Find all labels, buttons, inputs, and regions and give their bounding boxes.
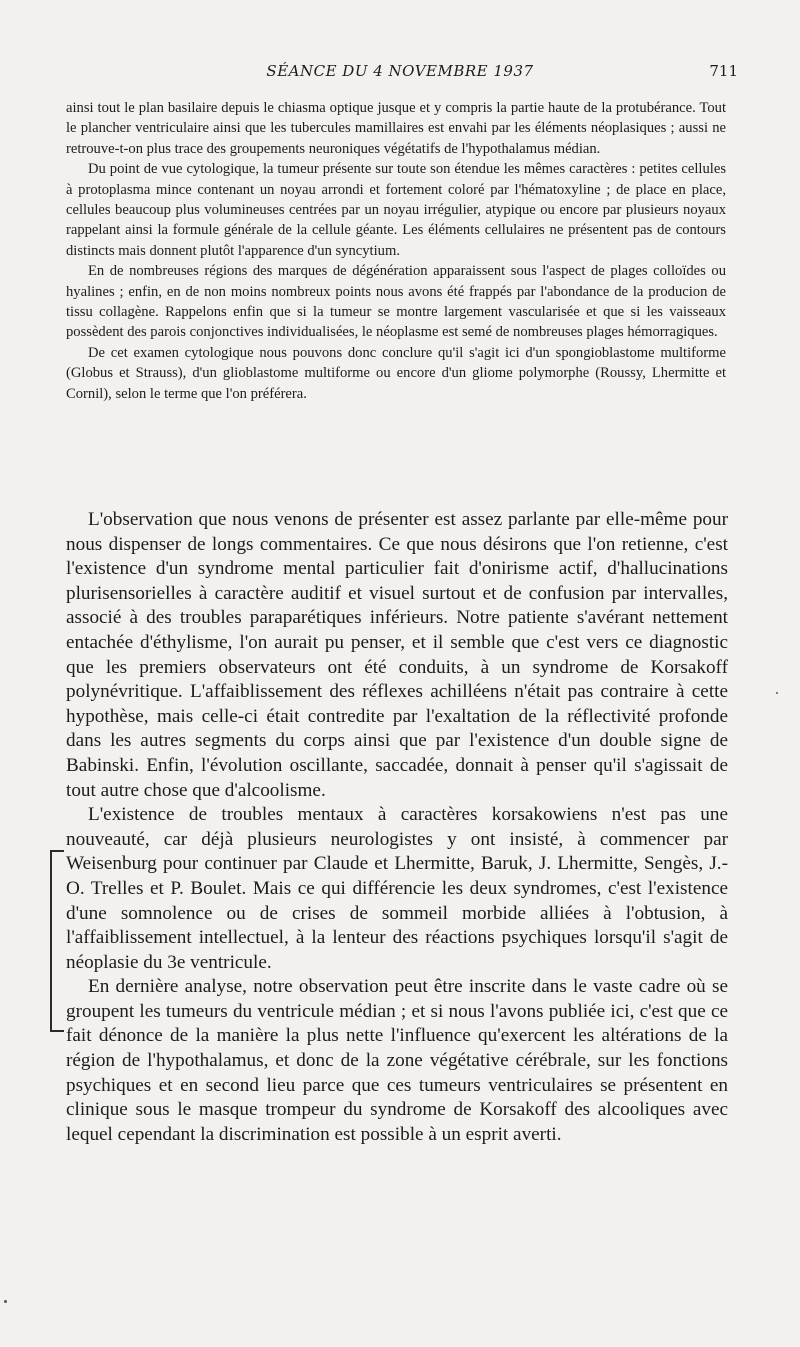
paragraph-conclusion-cytology: De cet examen cytologique nous pouvons donc conclure qu'il s'agit ici d'un spongioblastome multiforme (Globus et Strauss), d'un glioblastome multiforme ou encore d'un gliome polymorphe (Roussy, Lhermitte et Cornil), selon le terme que l'on préférera. xyxy=(66,344,726,402)
running-title: SÉANCE DU 4 NOVEMBRE 1937 xyxy=(266,62,534,80)
discussion-section xyxy=(66,508,728,1147)
scan-speck xyxy=(4,1300,7,1303)
page-number: 711 xyxy=(709,62,738,80)
paragraph-continuation: ainsi tout le plan basilaire depuis le chiasma optique jusque et y compris la partie haute de la protubérance. Tout le plancher ventriculaire ainsi que les tubercules mamillaires est envahi par les éléments néoplasiques ; aussi ne retrouve-t-on plus trace des groupements neuroniques végétatifs de l'hypothalamus médian. xyxy=(66,100,726,157)
small-print-section xyxy=(66,98,726,404)
scan-speck xyxy=(776,692,778,694)
paragraph-cytology: Du point de vue cytologique, la tumeur présente sur toute son étendue les mêmes caractères : petites cellules à protoplasma mince contenant un noyau arrondi et fortement coloré par l'hématoxyline ; de place en place, cellules beaucoup plus volumineuses centrées par un noyau irrégulier, atypique ou encore par plusieurs noyaux rappelant ainsi la formule générale de la cellule géante. Les éléments cellulaires ne présentent pas de contours distincts mais donnent plutôt l'apparence d'un syncytium. xyxy=(66,161,726,259)
paragraph-degeneration: En de nombreuses régions des marques de dégénération apparaissent sous l'aspect de plages colloïdes ou hyalines ; enfin, en de non moins nombreux points nous avons été frappés par l'abondance de la producion de tissu collagène. Rappelons enfin que si la tumeur se montre largement vascularisée et que si les vaisseaux possèdent des parois conjonctives individualisées, le néoplasme est semé de nombreuses plages hémorragiques. xyxy=(66,263,726,341)
paragraph-observation: L'observation que nous venons de présenter est assez parlante par elle-même pour nous dispenser de longs commentaires. Ce que nous désirons que l'on retienne, c'est l'existence d'un syndrome mental particulier fait d'onirisme actif, d'hallucinations plurisensorielles à caractère auditif et visuel surtout et de confusion par intervalles, associé à des troubles paraparétiques inférieurs. Notre patiente s'avérant nettement entachée d'éthylisme, l'on aurait pu penser, et il semble que c'est vers ce diagnostic que les premiers observateurs ont été conduits, à un syndrome de Korsakoff polynévritique. L'affaiblissement des réflexes achilléens n'était pas contraire à cette hypothèse, mais celle-ci était contredite par l'exaltation de la réflectivité profonde dans les autres segments du corps ainsi que par l'existence d'un double signe de Babinski. Enfin, l'évolution oscillante, saccadée, donnait à penser qu'il s'agissait de tout autre chose que d'alcoolisme. xyxy=(66,509,728,801)
paragraph-final-analysis: En dernière analyse, notre observation peut être inscrite dans le vaste cadre où se groupent les tumeurs du ventricule médian ; et si nous l'avons publiée ici, c'est que ce fait dénonce de la manière la plus nette l'influence qu'exercent les altérations de la région de l'hypothalamus, et donc de la zone végétative cérébrale, sur les fonctions psychiques et en second lieu parce que ces tumeurs ventriculaires se présentent en clinique sous le masque trompeur du syndrome de Korsakoff des alcooliques avec lequel cependant la discrimination est possible à un esprit averti. xyxy=(66,976,728,1145)
margin-bracket-mark xyxy=(50,850,64,1032)
paragraph-korsakoff: L'existence de troubles mentaux à caractères korsakowiens n'est pas une nouveauté, car déjà plusieurs neurologistes y ont insisté, à commencer par Weisenburg pour continuer par Claude et Lhermitte, Baruk, J. Lhermitte, Sengès, J.-O. Trelles et P. Boulet. Mais ce qui différencie les deux syndromes, c'est l'existence d'une somnolence ou de crises de sommeil morbide alliées à l'obtusion, à l'affaiblissement intellectuel, à la lenteur des réactions psychiques lorsqu'il s'agit de néoplasie du 3e ventricule. xyxy=(66,804,728,973)
running-head xyxy=(62,62,738,86)
